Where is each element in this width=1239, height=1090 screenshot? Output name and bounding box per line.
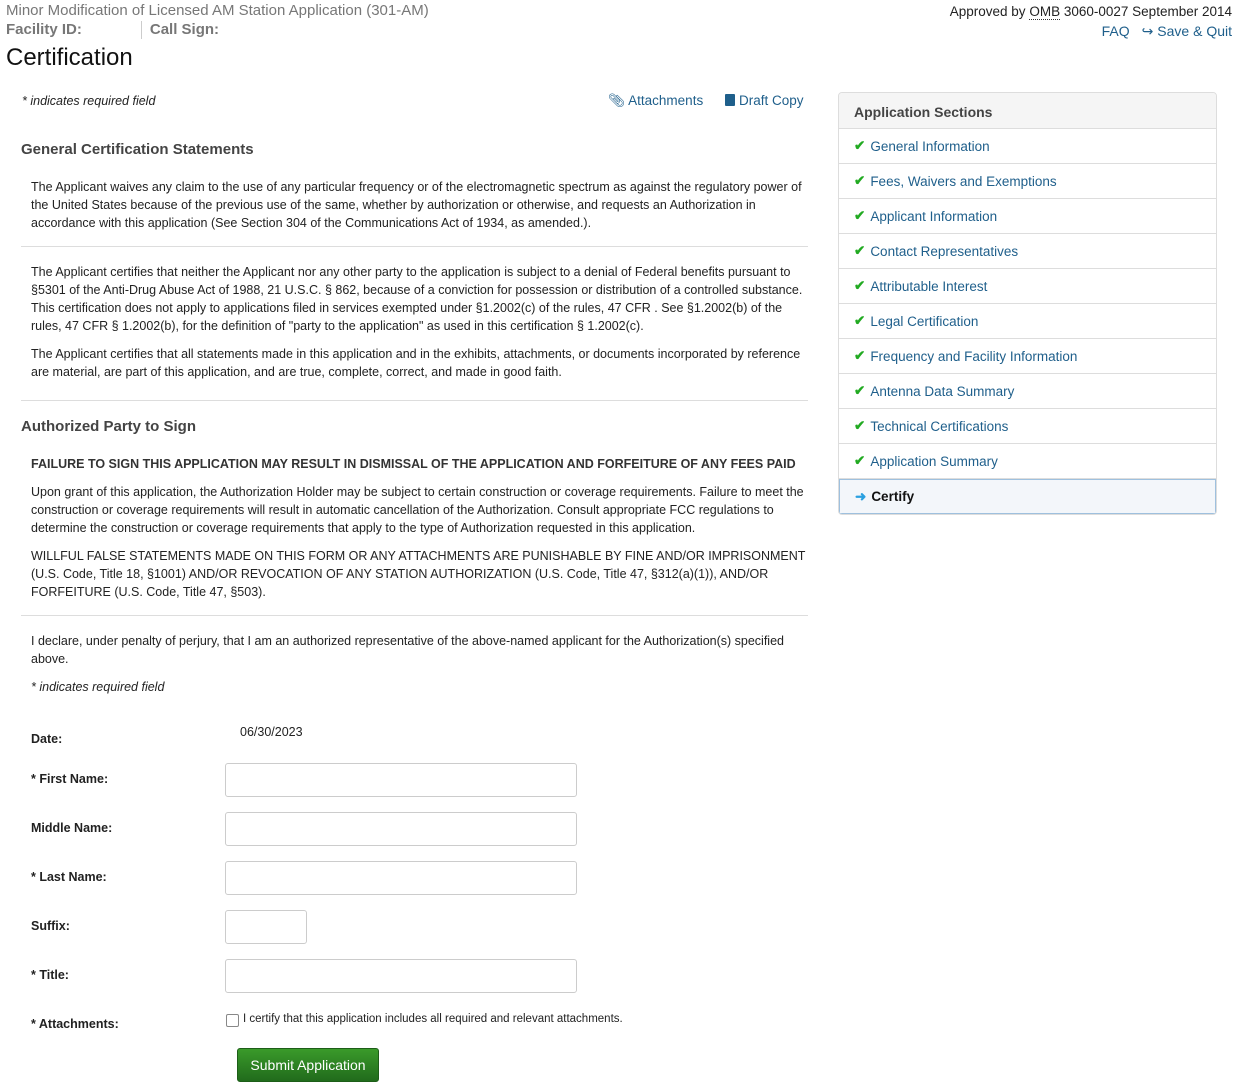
check-icon: ✔: [854, 418, 866, 433]
declaration: I declare, under penalty of perjury, that I am an authorized representative of the above-named applicant for the Authorization(s) specified above.: [31, 634, 784, 666]
application-sections: [838, 92, 1217, 515]
attachments-label: Attachments: [628, 93, 704, 108]
sidebar-item[interactable]: [839, 199, 1216, 234]
omb-abbr: OMB: [1029, 4, 1061, 19]
check-icon: ✔: [854, 278, 866, 293]
divider: [21, 400, 808, 401]
sidebar-item[interactable]: [839, 374, 1216, 409]
sidebar-item-label: Legal Certification: [870, 313, 979, 329]
last-name-input[interactable]: [225, 861, 577, 895]
top-links: [1102, 23, 1232, 40]
sidebar-item-label: Certify: [871, 489, 915, 504]
draft-copy-label: Draft Copy: [738, 93, 804, 108]
page-title: Certification: [6, 44, 133, 71]
save-quit-label: Save & Quit: [1157, 23, 1232, 39]
sign-out-icon: ↪: [1141, 23, 1154, 39]
date-label: Date:: [31, 732, 63, 746]
save-quit-link[interactable]: [1142, 23, 1232, 40]
sidebar-item-label: Frequency and Facility Information: [870, 348, 1078, 364]
sidebar-item-label: Applicant Information: [870, 208, 998, 224]
check-icon: ✔: [854, 453, 866, 468]
omb-approval: [950, 4, 1232, 19]
sidebar-item[interactable]: [839, 129, 1216, 164]
sidebar-item[interactable]: [839, 164, 1216, 199]
title-input[interactable]: [225, 959, 577, 993]
approved-suffix: 3060-0027 September 2014: [1063, 4, 1232, 19]
middle-name-label: Middle Name:: [31, 821, 113, 835]
submit-application-button[interactable]: Submit Application: [237, 1048, 379, 1082]
suffix-input[interactable]: [225, 910, 307, 944]
suffix-label: Suffix:: [31, 919, 70, 933]
sidebar-item-label: Technical Certifications: [870, 418, 1009, 434]
toolbar: [608, 93, 804, 109]
check-icon: ✔: [854, 208, 866, 223]
attachments-checkbox[interactable]: [226, 1014, 239, 1027]
check-icon: ✔: [854, 313, 866, 328]
check-icon: ✔: [854, 383, 866, 398]
approved-prefix: Approved by: [949, 4, 1026, 19]
sidebar-item[interactable]: [839, 234, 1216, 269]
check-icon: ✔: [854, 138, 866, 153]
sidebar-item-label: Contact Representatives: [870, 243, 1019, 259]
sidebar-item[interactable]: [839, 444, 1216, 479]
sidebar-item[interactable]: [839, 269, 1216, 304]
required-note-2: * indicates required field: [31, 680, 165, 694]
paperclip-icon: 📎︎: [608, 93, 626, 108]
facility-id-label: Facility ID:: [6, 21, 82, 38]
facility-info: [6, 21, 219, 39]
sidebar-item-label: Fees, Waivers and Exemptions: [870, 173, 1057, 189]
sidebar-item[interactable]: [839, 409, 1216, 444]
last-name-label: * Last Name:: [31, 870, 107, 884]
title-label: * Title:: [31, 968, 69, 982]
check-icon: ✔: [854, 348, 866, 363]
sidebar-item-label: Application Summary: [870, 453, 998, 469]
faq-link[interactable]: FAQ: [1101, 23, 1130, 39]
divider: [21, 615, 808, 616]
sidebar-item-label: Attributable Interest: [870, 278, 988, 294]
anti-drug-statement: The Applicant certifies that neither the Applicant nor any other party to the application is subject to a denial of Federal benefits pursuant to §5301 of the Anti-Drug Abuse Act of 1988, 21 U.S.C. § 862, because of a conviction for possession or distribution of a controlled substance. This certification does not apply to applications filed in services exempted under §1.2002(c) of the rules, 47 CFR . See §1.2002(b) of the rules, 47 CFR § 1.2002(b), for the definition of "party to the application" as used in this certification § 1.2002(c).: [31, 265, 803, 333]
draft-copy-link[interactable]: [725, 93, 803, 109]
divider: [21, 246, 808, 247]
divider: [141, 21, 142, 39]
attachments-label: * Attachments:: [31, 1017, 119, 1031]
attachments-checkbox-label[interactable]: I certify that this application includes all required and relevant attachments.: [243, 1013, 623, 1025]
sidebar-item-label: General Information: [870, 138, 990, 154]
first-name-input[interactable]: [225, 763, 577, 797]
required-note: * indicates required field: [22, 94, 156, 108]
book-icon: [725, 94, 735, 106]
app-title: Minor Modification of Licensed AM Station Application (301-AM): [6, 2, 429, 19]
general-heading: General Certification Statements: [21, 141, 254, 158]
arrow-right-icon: ➜: [855, 488, 867, 504]
first-name-label: * First Name:: [31, 772, 109, 786]
truth-statement: The Applicant certifies that all statements made in this application and in the exhibits, attachments, or documents incorporated by reference are material, are part of this application, and are true, complete, correct, and made in good faith.: [31, 347, 801, 379]
attachments-link[interactable]: [608, 93, 703, 109]
middle-name-input[interactable]: [225, 812, 577, 846]
construction-statement: Upon grant of this application, the Authorization Holder may be subject to certain construction or coverage requirements. Failure to meet the construction or coverage requirements will result in automatic cancellation of the Authorization. Consult appropriate FCC regulations to determine the construction or coverage requirements that apply to the type of Authorization requested in this application.: [31, 485, 804, 535]
sidebar-item[interactable]: [839, 304, 1216, 339]
sidebar-item[interactable]: [839, 479, 1216, 514]
sidebar-item[interactable]: [839, 339, 1216, 374]
call-sign-label: Call Sign:: [149, 21, 220, 38]
check-icon: ✔: [854, 243, 866, 258]
sidebar-item-label: Antenna Data Summary: [870, 383, 1015, 399]
date-value: 06/30/2023: [240, 725, 303, 739]
waiver-statement: The Applicant waives any claim to the use of any particular frequency or of the electromagnetic spectrum as against the regulatory power of the United States because of the previous use of the same, whether by authorization or otherwise, and requests an Authorization in accordance with this application (See Section 304 of the Communications Act of 1934, as amended.).: [31, 180, 802, 230]
sidebar-heading: Application Sections: [839, 93, 1216, 129]
authorized-heading: Authorized Party to Sign: [21, 418, 197, 435]
check-icon: ✔: [854, 173, 866, 188]
failure-warning: FAILURE TO SIGN THIS APPLICATION MAY RESULT IN DISMISSAL OF THE APPLICATION AND FORFEITURE OF ANY FEES PAID: [31, 457, 796, 471]
false-statements-warning: WILLFUL FALSE STATEMENTS MADE ON THIS FORM OR ANY ATTACHMENTS ARE PUNISHABLE BY FINE AND/OR IMPRISONMENT (U.S. Code, Title 18, §1001) AND/OR REVOCATION OF ANY STATION AUTHORIZATION (U.S. Code, Title 47, §312(a)(1)), AND/OR FORFEITURE (U.S. Code, Title 47, §503).: [31, 549, 806, 599]
